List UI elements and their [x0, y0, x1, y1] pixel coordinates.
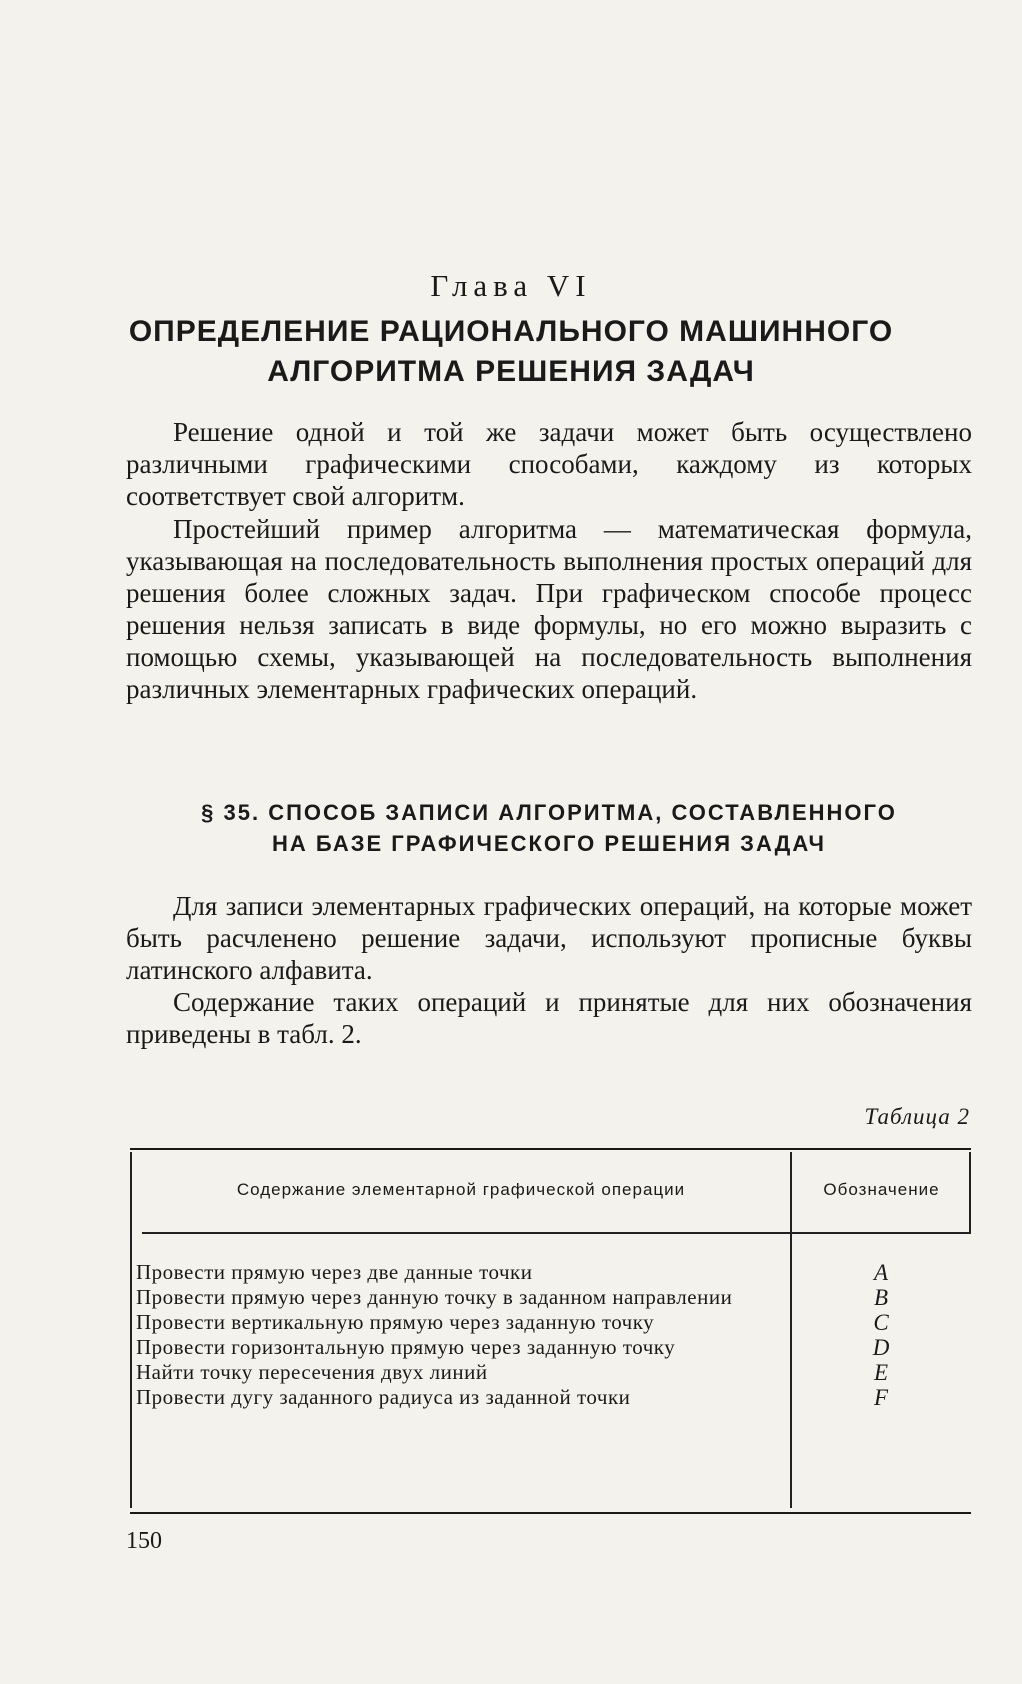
table-row [136, 1360, 971, 1385]
row-text: Найти точку пересечения двух линий [136, 1360, 488, 1384]
page-number: 150 [126, 1528, 162, 1554]
section-paragraph-1-text: Для записи элементарных графических операций, на которые может быть расчленено решение задачи, используют прописные буквы латинского алфавита. [126, 891, 972, 985]
section-title [126, 797, 972, 859]
intro-paragraph-2-text: Простейший пример алгоритма — математическая формула, указывающая на последовательность выполнения простых операций для решения более сложных задач. При графическом способе процесс решения нельзя записать в виде формулы, но его можно выразить с помощью схемы, указывающей на последовательность выполнения различных элементарных графических операций. [126, 514, 972, 704]
table-caption: Таблица 2 [864, 1104, 970, 1129]
row-code: E [873, 1360, 889, 1385]
intro-paragraph-1 [126, 416, 972, 512]
section-paragraph-1 [126, 890, 972, 986]
table-header-content: Содержание элементарной графической операции [236, 1180, 686, 1199]
table-row [136, 1310, 971, 1335]
intro-paragraph-2 [126, 513, 972, 705]
intro-paragraph-1-text: Решение одной и той же задачи может быть осуществлено различными графическими способами, каждому из которых соответствует свой алгоритм. [126, 417, 972, 511]
table-body [136, 1260, 971, 1410]
row-code: A [873, 1260, 889, 1285]
section-paragraph-2-text: Содержание таких операций и принятые для них обозначения приведены в табл. 2. [126, 987, 972, 1049]
chapter-title-line-1: ОПРЕДЕЛЕНИЕ РАЦИОНАЛЬНОГО МАШИННОГО [128, 315, 894, 348]
section-title-line-1: § 35. СПОСОБ ЗАПИСИ АЛГОРИТМА, СОСТАВЛЕННОГО [201, 800, 897, 825]
table-row [136, 1335, 971, 1360]
row-code: D [872, 1335, 890, 1360]
chapter-title-line-2: АЛГОРИТМА РЕШЕНИЯ ЗАДАЧ [267, 355, 755, 388]
chapter-title [120, 312, 902, 392]
table-row [136, 1385, 971, 1410]
row-code: F [873, 1385, 889, 1410]
section-paragraph-2 [126, 986, 972, 1050]
operations-table [130, 1148, 971, 1514]
table-row [136, 1285, 971, 1310]
table-row [136, 1260, 971, 1285]
row-text: Провести вертикальную прямую через заданную точку [136, 1310, 655, 1334]
row-text: Провести прямую через две данные точки [136, 1260, 533, 1284]
row-text: Провести горизонтальную прямую через заданную точку [136, 1335, 676, 1359]
section-title-line-2: НА БАЗЕ ГРАФИЧЕСКОГО РЕШЕНИЯ ЗАДАЧ [271, 831, 826, 856]
row-code: C [873, 1310, 889, 1335]
chapter-label: Глава VI [430, 268, 592, 303]
table-header-code: Обозначение [823, 1180, 940, 1199]
row-code: B [873, 1285, 889, 1310]
row-text: Провести дугу заданного радиуса из заданной точки [136, 1385, 631, 1409]
row-text: Провести прямую через данную точку в заданном направлении [136, 1285, 733, 1309]
